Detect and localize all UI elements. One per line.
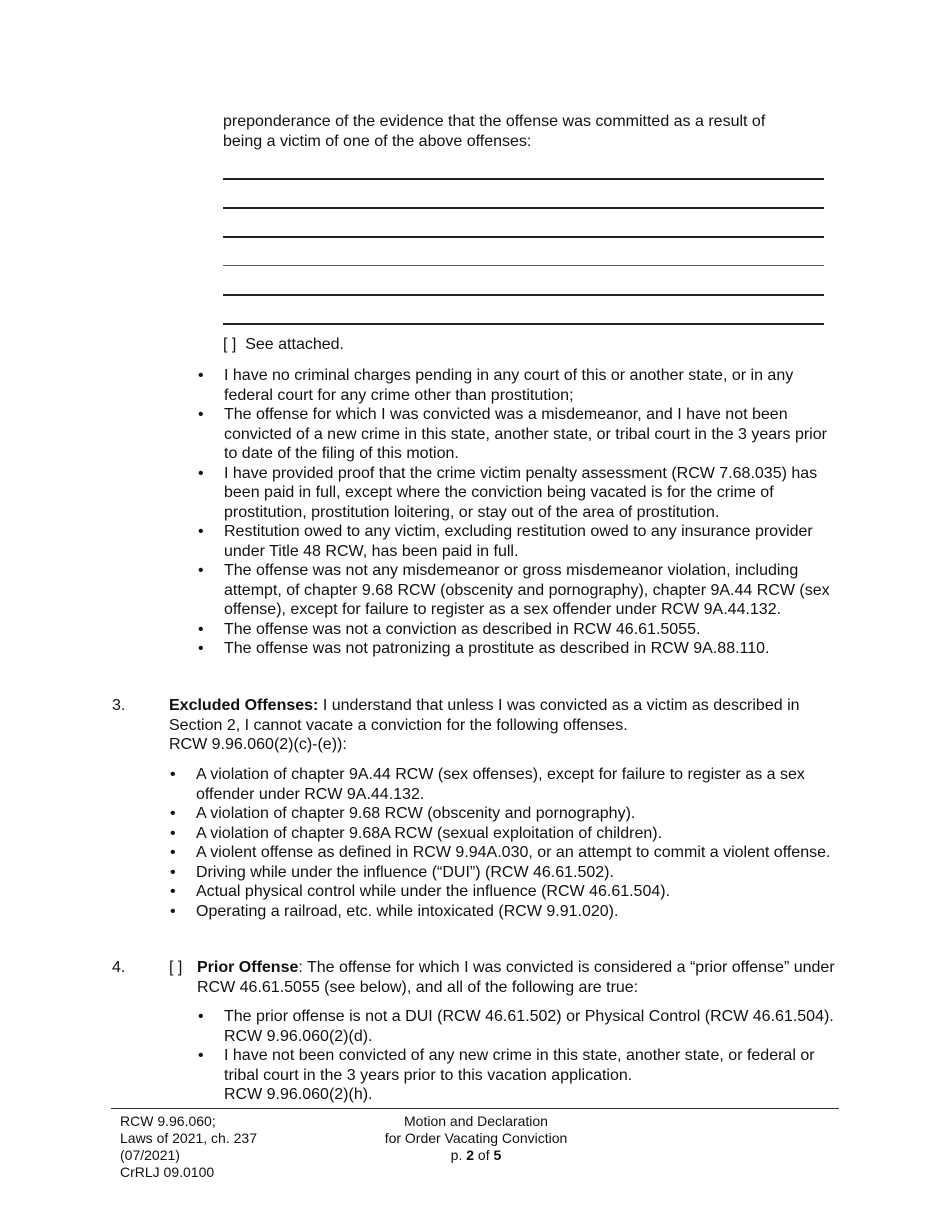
list-item: • I have provided proof that the crime victim penalty assessment (RCW 7.68.035) has been paid in full, except where the conviction being vacated is for the crime of prostitution, prostitution loitering, or stay out of the area of prostitution. [198,464,818,521]
list-item: • I have not been convicted of any new crime in this state, another state, or federal or tribal court in the 3 years prior to this vacation application. RCW 9.96.060(2)(h). [198,1047,815,1103]
see-attached-label: See attached. [245,336,344,353]
section-number: 3. [112,697,126,714]
section-excluded-offenses [112,696,832,756]
list-item: • The offense was not any misdemeanor or gross misdemeanor violation, including attempt, of chapter 9.68 RCW (obscenity and pornography), chapter 9A.44 RCW (sex offense), except for failure to register as a sex offender under RCW 9A.44.132. [198,562,830,618]
list-item: • Actual physical control while under the influence (RCW 46.61.504). [170,883,671,900]
section-citation: RCW 9.96.060(2)(c)-(e)): [169,736,347,753]
intro-line-2: being a victim of one of the above offenses: [223,132,532,150]
intro-line-1: preponderance of the evidence that the offense was committed as a result of [223,113,766,130]
blank-line[interactable] [223,294,824,296]
list-item: • Operating a railroad, etc. while intoxicated (RCW 9.91.020). [170,902,619,920]
list-item: • Driving while under the influence (“DUI”) (RCW 46.61.502). [170,863,614,881]
section-prior-offense [112,958,835,998]
section-number: 4. [112,959,126,976]
page-number: p. 2 of 5 [450,1147,502,1163]
blank-line[interactable] [223,178,824,180]
blank-line[interactable] [223,236,824,238]
footer-citation: RCW 9.96.060; Laws of 2021, ch. 237 (07/2021) CrRLJ 09.0100 [120,1113,257,1180]
list-item: • The prior offense is not a DUI (RCW 46.61.502) or Physical Control (RCW 46.61.504). RCW 9.96.060(2)(d). [198,1008,834,1045]
list-item: • A violation of chapter 9.68A RCW (sexual exploitation of children). [170,824,663,842]
eligibility-list [198,366,844,659]
list-item: • I have no criminal charges pending in any court of this or another state, or in any federal court for any crime other than prostitution; [198,367,794,404]
intro-paragraph [223,112,823,151]
list-item: • Restitution owed to any victim, excluding restitution owed to any insurance provider under Title 48 RCW, has been paid in full. [198,523,813,560]
list-item: • The offense was not patronizing a prostitute as described in RCW 9A.88.110. [198,640,770,657]
list-item: • A violation of chapter 9A.44 RCW (sex offenses), except for failure to register as a sex offender under RCW 9A.44.132. [170,766,805,803]
blank-line[interactable] [223,207,824,209]
footer-divider [111,1108,839,1109]
list-item: • A violent offense as defined in RCW 9.94A.030, or an attempt to commit a violent offense. [170,844,831,861]
list-item: • A violation of chapter 9.68 RCW (obscenity and pornography). [170,805,636,822]
list-item: • The offense for which I was convicted was a misdemeanor, and I have not been convicted of a new crime in this state, another state, or tribal court in the 3 years prior to date of the filing of this motion. [198,406,827,462]
list-item: • The offense was not a conviction as described in RCW 46.61.5055. [198,620,701,638]
see-attached-checkbox[interactable]: [ ] [223,336,237,353]
section-text: I understand that unless I was convicted as a victim as described in Section 2, I cannot vacate a conviction for the following offenses. [169,697,800,734]
prior-offense-checkbox[interactable]: [ ] [169,959,183,976]
explanation-blank-lines[interactable] [223,178,824,352]
see-attached-option[interactable] [223,335,344,355]
section-heading: Excluded Offenses: [169,697,319,714]
prior-offense-conditions-list [198,1007,844,1105]
excluded-offenses-list [170,765,836,921]
section-heading: Prior Offense [197,959,299,976]
blank-line[interactable] [223,323,824,325]
blank-line[interactable] [223,265,824,266]
footer-title: Motion and Declaration for Order Vacating Conviction p. 2 of 5 [356,1113,596,1164]
section-text: : The offense for which I was convicted is considered a “prior offense” under RCW 46.61.5055 (see below), and all of the following are true: [197,959,835,996]
